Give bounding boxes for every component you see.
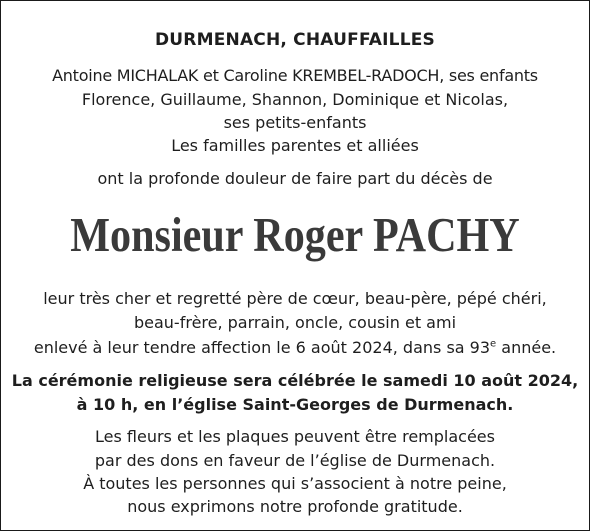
tribute-line-2: beau-frère, parrain, oncle, cousin et ami [133,313,457,332]
family-relatives-line: Les familles parentes et alliées [171,136,419,155]
closing-line-1: Les fleurs et les plaques peuvent être remplacées [95,427,495,446]
closing-line-2: par des dons en faveur de l’église de Durmenach. [94,451,496,470]
ceremony-line-2: à 10 h, en l’église Saint-Georges de Durmenach. [76,395,514,414]
tribute-line-3-text: enlevé à leur tendre affection le 6 août 2024, dans sa 93 [33,338,491,357]
announcement-line: ont la profonde douleur de faire part du décès de [97,169,493,188]
notice-header-towns: DURMENACH, CHAUFFAILLES [154,30,436,50]
family-children-line: Antoine MICHALAK et Caroline KREMBEL-RADOCH, ses enfants [52,66,538,85]
closing-line-4: nous exprimons notre profonde gratitude. [127,497,463,516]
closing-line-3: À toutes les personnes qui s’associent à notre peine, [83,474,507,493]
ordinal-suffix: e [490,338,497,350]
family-grandchildren-label: ses petits-enfants [223,113,367,132]
family-grandchildren-names: Florence, Guillaume, Shannon, Dominique et Nicolas, [81,90,509,109]
tribute-line-3-end: année. [496,338,557,357]
tribute-line-3 [1,337,589,359]
ceremony-line-1: La cérémonie religieuse sera célébrée le samedi 10 août 2024, [11,371,579,390]
tribute-line-1: leur très cher et regretté père de cœur, beau-père, pépé chéri, [43,289,547,308]
deceased-name: Monsieur Roger PACHY [70,207,520,262]
